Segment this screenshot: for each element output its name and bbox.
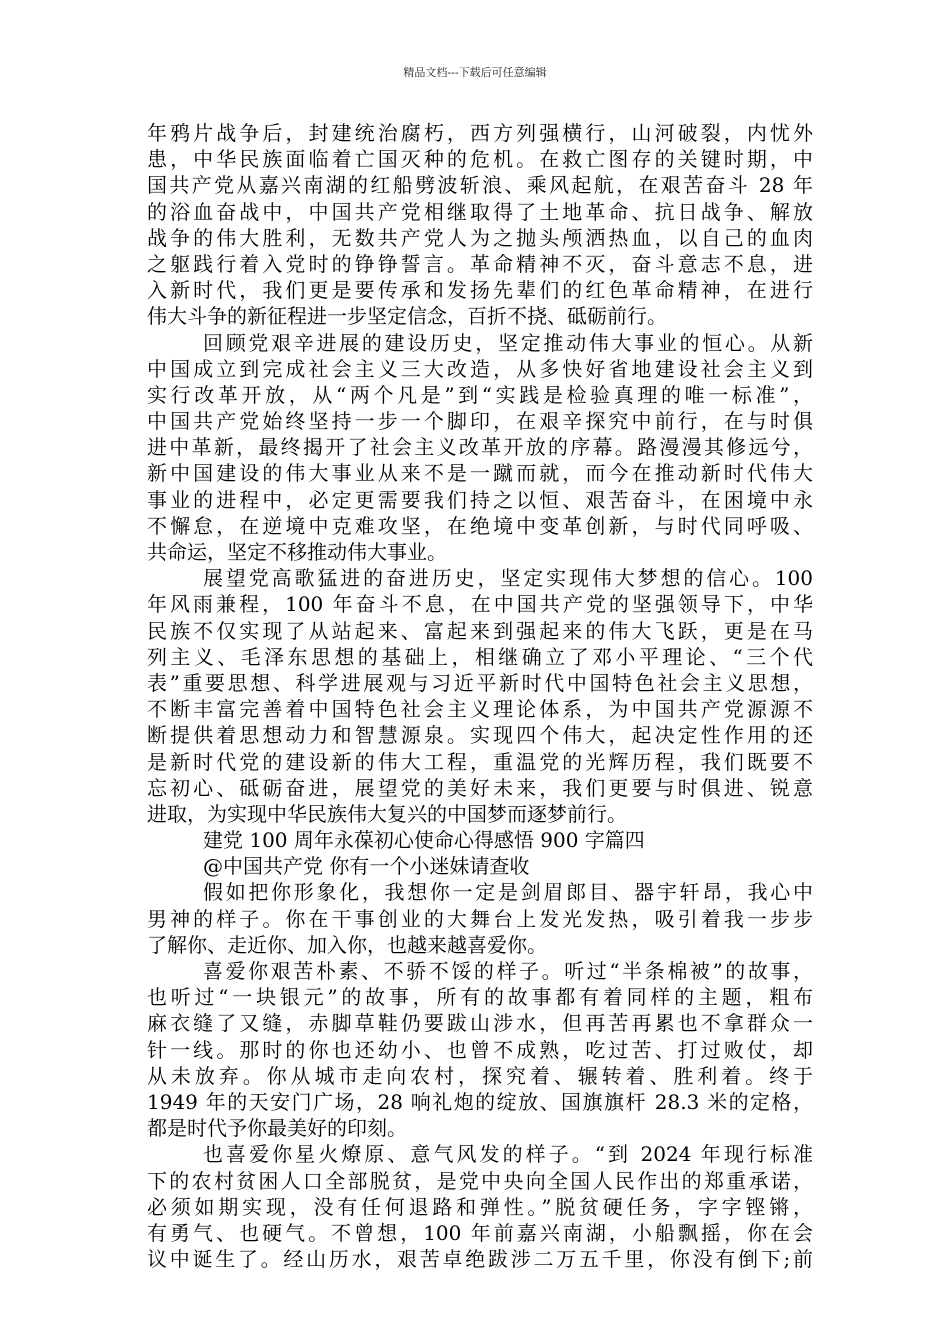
text-line: 国共产党从嘉兴南湖的红船劈波斩浪、乘风起航，在艰苦奋斗 28 年 [147,173,813,198]
text-line: 下的农村贫困人口全部脱贫，是党中央向全国人民作出的郑重承诺， [147,1168,813,1193]
text-line: 年风雨兼程，100 年奋斗不息，在中国共产党的坚强领导下，中华 [147,592,813,617]
text-line: 1949 年的天安门广场，28 响礼炮的绽放、国旗旗杆 28.3 米的定格， [147,1089,813,1114]
text-line: 必须如期实现，没有任何退路和弹性。”脱贫硬任务，字字铿锵， [147,1194,813,1219]
text-line: 之躯践行着入党时的铮铮誓言。革命精神不灭，奋斗意志不息，进 [147,251,813,276]
text-line: 也喜爱你星火燎原、意气风发的样子。“到 2024 年现行标准 [203,1142,813,1167]
text-line: 了解你、走近你、加入你，也越来越喜爱你。 [147,932,547,957]
document-body [147,120,813,1272]
text-line: 针一线。那时的你也还幼小、也曾不成熟，吃过苦、打过败仗，却 [147,1037,813,1062]
text-line: 是新时代党的建设新的伟大工程，重温党的光辉历程，我们既要不 [147,749,813,774]
text-line: 男神的样子。你在干事创业的大舞台上发光发热，吸引着我一步步 [147,906,813,931]
text-line: 假如把你形象化，我想你一定是剑眉郎目、器宇轩昂，我心中 [203,880,813,905]
text-line: 中国共产党始终坚持一步一个脚印，在艰辛探究中前行，在与时俱 [147,409,813,434]
text-line: 建党 100 周年永葆初心使命心得感悟 900 字篇四 [203,828,645,853]
text-line: @中国共产党 你有一个小迷妹请查收 [203,854,530,879]
text-line: 议中诞生了。经山历水，艰苦卓绝跋涉二万五千里，你没有倒下;前 [147,1247,813,1272]
text-line: 列主义、毛泽东思想的基础上，相继确立了邓小平理论、“三个代 [147,644,813,669]
text-line: 从未放弃。你从城市走向农村，探究着、辗转着、胜利着。终于 [147,1063,813,1088]
text-line: 新中国建设的伟大事业从来不是一蹴而就，而今在推动新时代伟大 [147,461,813,486]
text-line: 不断丰富完善着中国特色社会主义理论体系，为中国共产党源源不 [147,697,813,722]
text-line: 喜爱你艰苦朴素、不骄不馁的样子。听过“半条棉被”的故事， [203,959,813,983]
text-line: 年鸦片战争后，封建统治腐朽，西方列强横行，山河破裂，内忧外 [147,121,813,145]
text-line: 断提供着思想动力和智慧源泉。实现四个伟大，起决定性作用的还 [147,723,813,748]
text-line: 共命运，坚定不移推动伟大事业。 [147,540,447,564]
page-header: 精品文档---下载后可任意编辑 [403,66,547,79]
text-line: 回顾党艰辛进展的建设历史，坚定推动伟大事业的恒心。从新 [203,330,813,355]
text-line: 展望党高歌猛进的奋进历史，坚定实现伟大梦想的信心。100 [203,566,813,591]
text-line: 表”重要思想、科学进展观与习近平新时代中国特色社会主义思想， [147,670,813,695]
text-line: 伟大斗争的新征程进一步坚定信念，百折不挠、砥砺前行。 [147,304,667,329]
text-line: 进中革新，最终揭开了社会主义改革开放的序幕。路漫漫其修远兮， [147,435,813,460]
text-line: 战争的伟大胜利，无数共产党人为之抛头颅洒热血，以自己的血肉 [147,225,813,250]
text-line: 实行改革开放，从“两个凡是”到“实践是检验真理的唯一标准”， [147,382,813,407]
text-line: 都是时代予你最美好的印刻。 [147,1116,407,1141]
text-line: 事业的进程中，必定更需要我们持之以恒、艰苦奋斗，在困境中永 [147,487,813,512]
text-line: 不懈怠，在逆境中克难攻坚，在绝境中变革创新，与时代同呼吸、 [147,513,813,538]
text-line: 忘初心、砥砺奋进，展望党的美好未来，我们更要与时俱进、锐意 [147,775,813,800]
text-line: 患，中华民族面临着亡国灭种的危机。在救亡图存的关键时期，中 [147,147,813,172]
text-line: 的浴血奋战中，中国共产党相继取得了土地革命、抗日战争、解放 [147,199,813,224]
text-line: 有勇气、也硬气。不曾想，100 年前嘉兴南湖，小船飘摇，你在会 [147,1220,813,1245]
text-line: 民族不仅实现了从站起来、富起来到强起来的伟大飞跃，更是在马 [147,618,813,643]
text-line: 也听过“一块银元”的故事，所有的故事都有着同样的主题，粗布 [147,985,813,1010]
text-line: 中国成立到完成社会主义三大改造，从多快好省地建设社会主义到 [147,356,813,381]
text-line: 进取，为实现中华民族伟大复兴的中国梦而逐梦前行。 [147,801,627,826]
text-line: 麻衣缝了又缝，赤脚草鞋仍要跋山涉水，但再苦再累也不拿群众一 [147,1011,813,1036]
text-line: 入新时代，我们更是要传承和发扬先辈们的红色革命精神，在进行 [147,278,813,303]
